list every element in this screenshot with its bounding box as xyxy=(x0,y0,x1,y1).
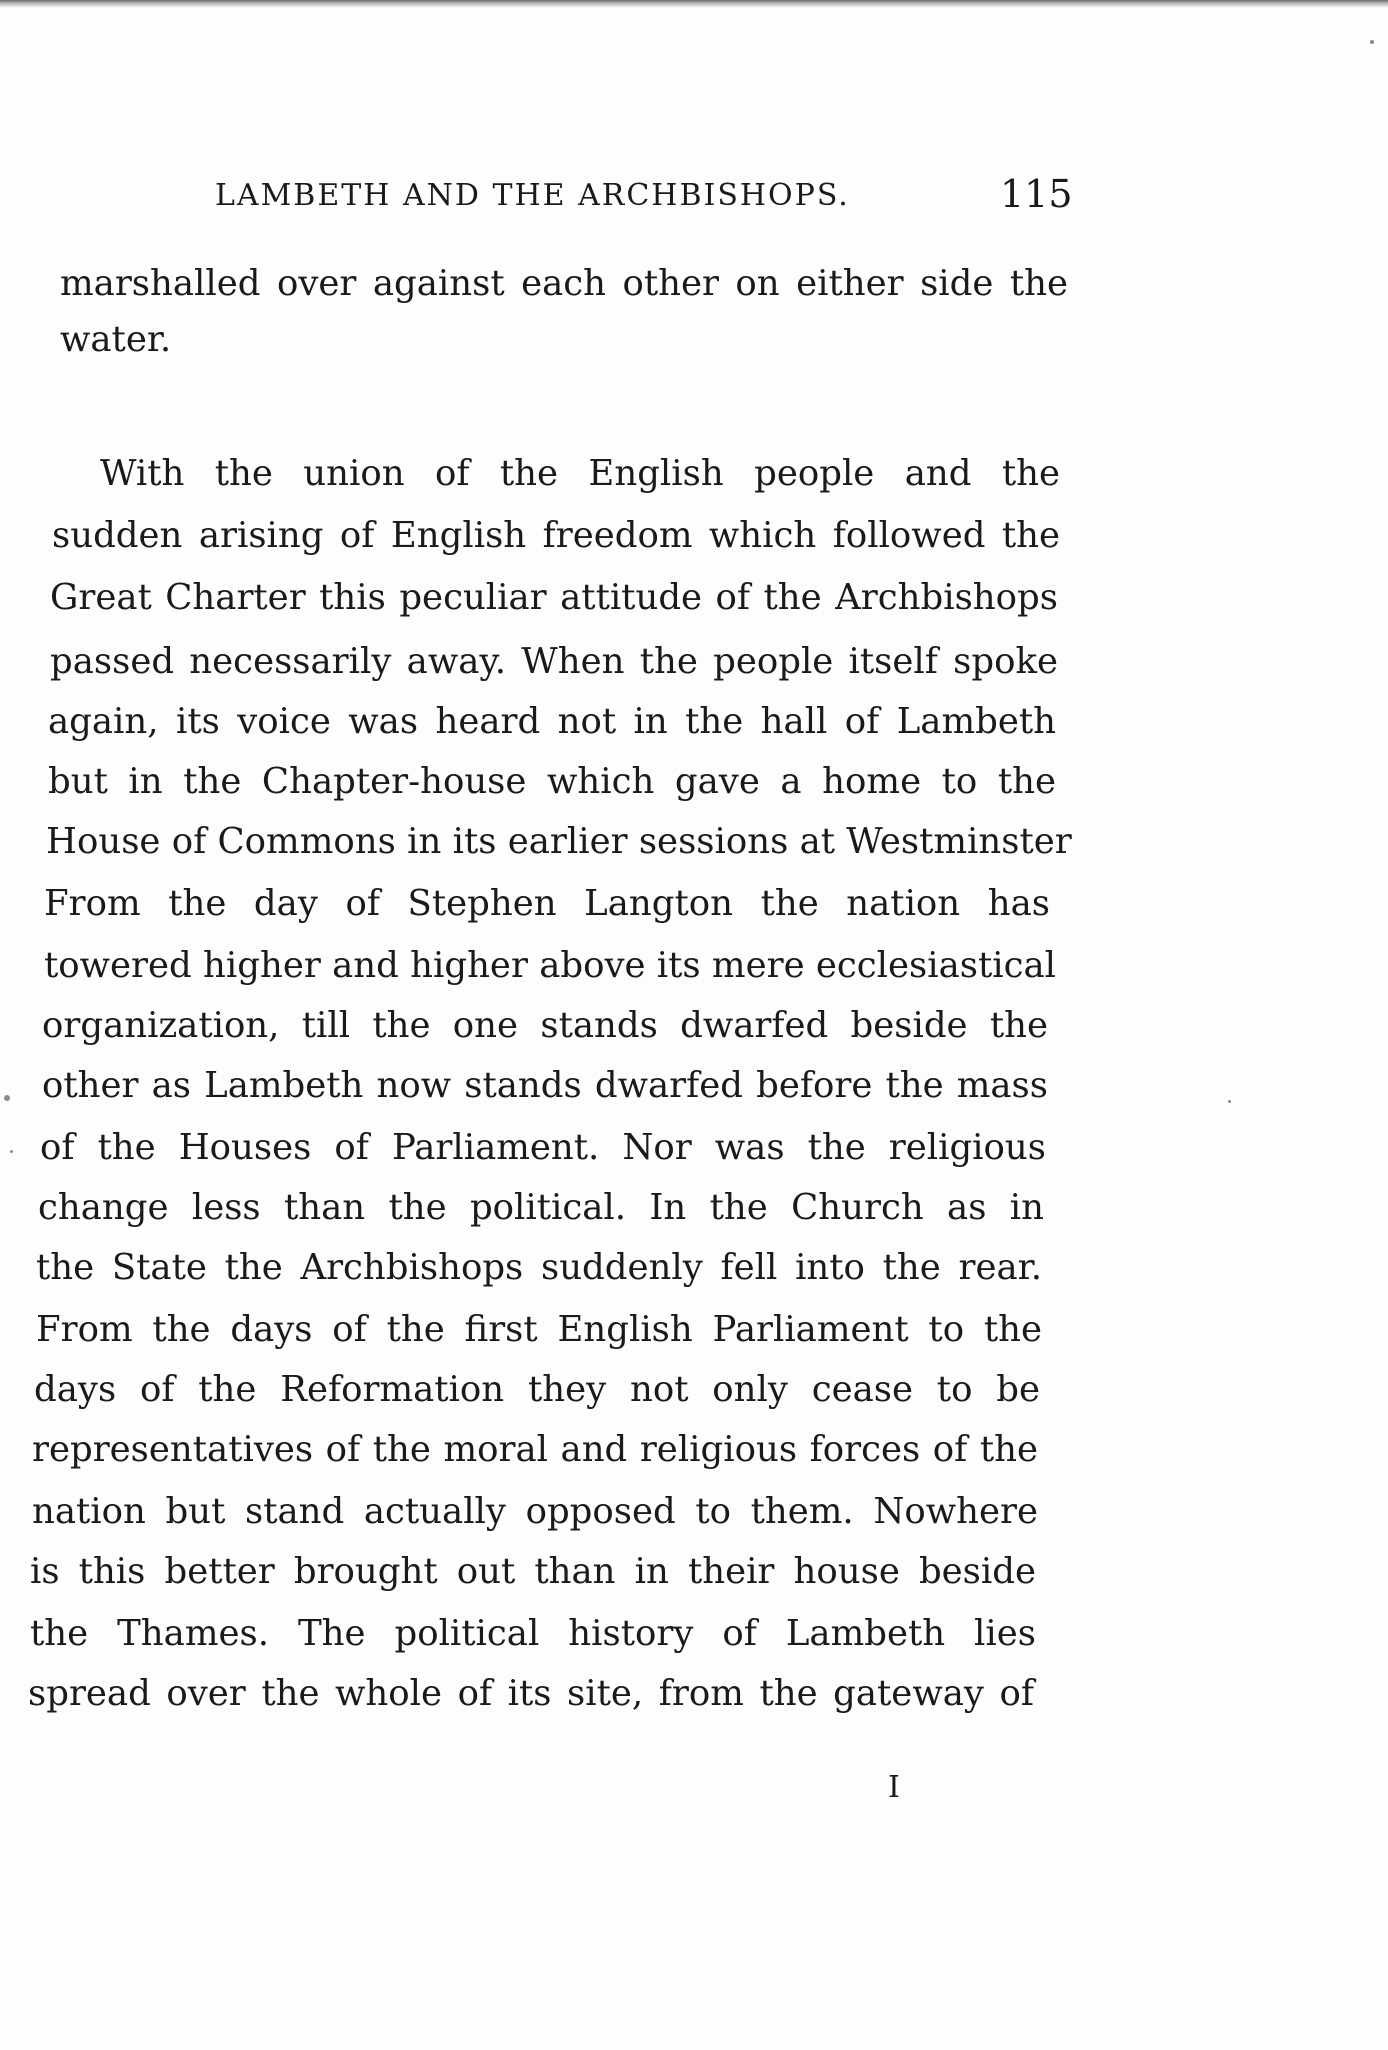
page-number: 115 xyxy=(1000,172,1073,216)
running-head xyxy=(0,172,1388,238)
text-line: With the union of the English people and the xyxy=(100,453,1060,494)
text-line: is this better brought out than in their house beside xyxy=(30,1551,1036,1592)
text-line: representatives of the moral and religious forces of the xyxy=(32,1429,1038,1470)
text-line: sudden arising of English freedom which followed the xyxy=(52,515,1060,556)
text-line: the Thames. The political history of Lambeth lies xyxy=(30,1613,1036,1654)
text-line: marshalled over against each other on either side the xyxy=(60,263,1068,304)
text-line: organization, till the one stands dwarfed beside the xyxy=(42,1005,1048,1046)
running-title: LAMBETH AND THE ARCHBISHOPS. xyxy=(215,178,850,213)
text-line: spread over the whole of its site, from the gateway of xyxy=(28,1673,1034,1714)
text-line: From the day of Stephen Langton the nation has xyxy=(44,883,1050,924)
text-line: of the Houses of Parliament. Nor was the religious xyxy=(40,1127,1046,1168)
text-line: House of Commons in its earlier sessions at Westminster xyxy=(46,821,1072,862)
text-line: again, its voice was heard not in the hall of Lambeth xyxy=(48,701,1056,742)
text-line: nation but stand actually opposed to them. Nowhere xyxy=(32,1491,1038,1532)
text-line: From the days of the first English Parliament to the xyxy=(36,1309,1042,1350)
text-line: towered higher and higher above its mere ecclesiastical xyxy=(44,945,1056,986)
signature-mark: I xyxy=(888,1770,900,1805)
text-line: passed necessarily away. When the people itself spoke xyxy=(50,641,1058,682)
text-line: days of the Reformation they not only cease to be xyxy=(34,1369,1040,1410)
text-line: Great Charter this peculiar attitude of the Archbishops xyxy=(50,577,1058,618)
text-line: change less than the political. In the Church as in xyxy=(38,1187,1044,1228)
text-line: water. xyxy=(60,319,172,360)
text-line: but in the Chapter-house which gave a home to the xyxy=(48,761,1056,802)
text-line: other as Lambeth now stands dwarfed before the mass xyxy=(42,1065,1048,1106)
text-line: the State the Archbishops suddenly fell into the rear. xyxy=(36,1247,1042,1288)
